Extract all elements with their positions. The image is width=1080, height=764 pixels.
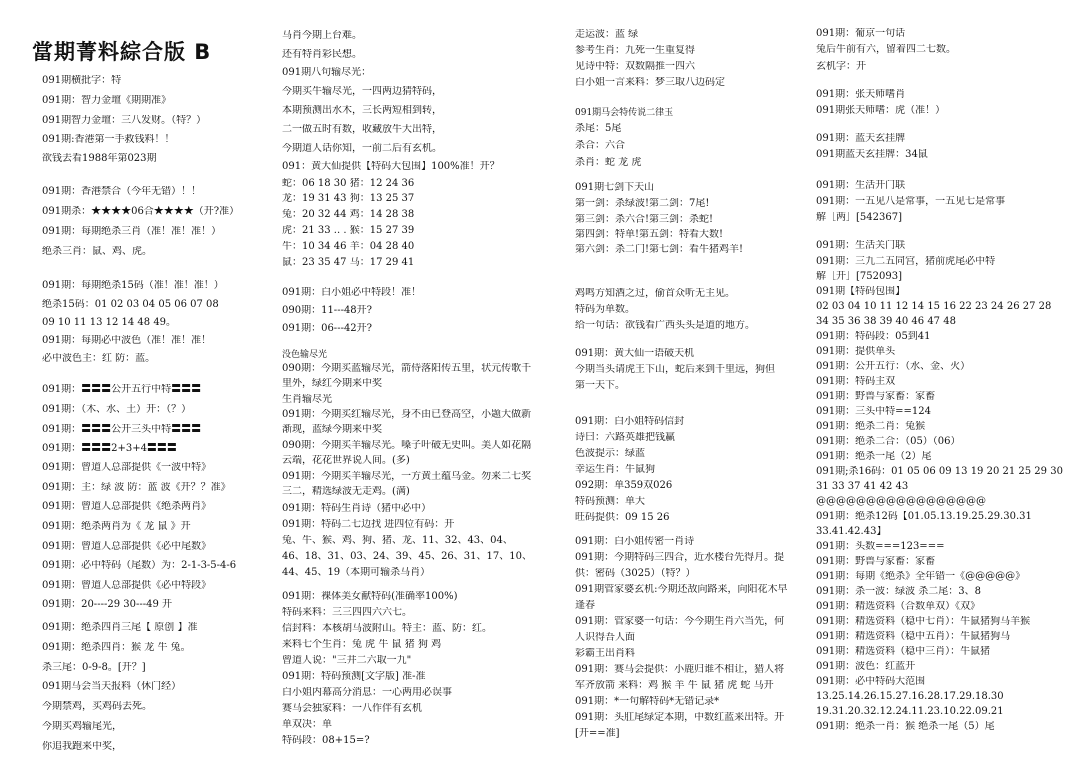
text-line: 091期：管家婆一句话：今今期生肖六当先，何 bbox=[575, 616, 785, 627]
text-line: 31 33 37 41 42 43 bbox=[816, 481, 909, 492]
text-line: 091期：白小姐传密一肖诗 bbox=[575, 536, 695, 547]
text-line: 091期：必中特码（尾数）为：2-1-3-5-4-6 bbox=[42, 560, 237, 571]
text-line: 参考生肖：九死一生重复得 bbox=[575, 45, 695, 56]
text-line: 091期：白小姐必中特段！准！ bbox=[282, 287, 422, 298]
text-line: 02 03 04 10 11 12 14 15 16 22 23 24 26 27 28 bbox=[816, 301, 1052, 312]
page-title: 當期菁料綜合版 B bbox=[32, 40, 212, 64]
text-line: 091期：06---42开? bbox=[282, 323, 373, 334]
text-line: 091期马会当天报料（休门经） bbox=[42, 681, 182, 692]
text-line: 091期：张天师嗜肖 bbox=[816, 89, 906, 100]
text-line: 091期：绝杀二合：（05）（06） bbox=[816, 436, 961, 447]
text-line: 幸运生肖：牛鼠狗 bbox=[575, 464, 655, 475]
text-line: 本期预测出水木，三长两短相到转， bbox=[282, 105, 442, 116]
text-line: 兔、牛、猴、鸡、狗、猪、龙、11、32、43、04、 bbox=[282, 535, 513, 546]
text-line: [开==准] bbox=[575, 728, 620, 739]
text-line: 给一句话：欲钱看广西头头是道的地方。 bbox=[575, 320, 755, 331]
text-line: 092期：单359双026 bbox=[575, 480, 673, 491]
text-line: 特码段：08+15=? bbox=[282, 735, 370, 746]
text-line: 绝杀15码：01 02 03 04 05 06 07 08 bbox=[42, 299, 219, 310]
text-line: 091期：公开五行：（水、金、火） bbox=[816, 361, 971, 372]
text-line: 091期：头数===123=== bbox=[816, 541, 945, 552]
text-line: 解［两］[542367] bbox=[816, 212, 902, 223]
text-line: 091期：〓〓〓公开三头中特〓〓〓 bbox=[42, 424, 202, 435]
text-line: 091期：特码二七边找 进四位有码：开 bbox=[282, 519, 455, 530]
text-line: 没色输尽光 bbox=[282, 350, 328, 360]
text-line: 091期：曾道人总部提供《必中尾数》 bbox=[42, 541, 212, 552]
text-line: 信封料：本核胡马波附山。特主：蓝、防：红。 bbox=[282, 623, 492, 634]
text-line: 091期：20----29 30---49 开 bbox=[42, 599, 172, 610]
text-line: 090期：今期买羊输尽光。嗓子叶破无史叫。美人如花隔 bbox=[282, 440, 532, 451]
text-line: 19.31.20.32.12.24.11.23.10.22.09.21 bbox=[816, 706, 1004, 717]
text-line: 091期：每期必中波色（准！准！准！ bbox=[42, 335, 212, 346]
text-line: 二一做五时有数，收藏放牛大出特， bbox=[282, 124, 442, 135]
text-line: 彩霸王出肖料 bbox=[575, 648, 635, 659]
text-line: 色波提示：绿蓝 bbox=[575, 448, 645, 459]
text-line: 今期买牛输尽光，一四两边猜特码， bbox=[282, 86, 442, 97]
text-line: 牛：10 34 46 羊：04 28 40 bbox=[282, 241, 415, 252]
text-line: 091期：波色：红蓝开 bbox=[816, 661, 916, 672]
text-line: 赛马会独家料：一八作伴有玄机 bbox=[282, 703, 422, 714]
text-line: 蛇：06 18 30 猪：12 24 36 bbox=[282, 178, 415, 189]
text-line: 091期七剑下天山 bbox=[575, 182, 655, 193]
text-line: 见诗中特：双数隔推一四六 bbox=[575, 61, 695, 72]
text-line: 091期：特码预测[文字版] 准-准 bbox=[282, 671, 426, 682]
text-line: 091期:香港第一手救钱料！！ bbox=[42, 134, 175, 145]
text-line: 091期：每期绝杀15码（准！准！准！） bbox=[42, 280, 224, 291]
text-line: 091期：必中特码大范围 bbox=[816, 676, 926, 687]
text-line: 逢春 bbox=[575, 600, 595, 611]
text-line: 杀合：六合 bbox=[575, 140, 625, 151]
text-line: 白小姐一言来料：梦三取八边码定 bbox=[575, 77, 725, 88]
text-line: 曾道人说："三井二六取一九" bbox=[282, 655, 412, 666]
text-line: 091期：精选资料（稳中七肖）：牛鼠猪狗马羊猴 bbox=[816, 616, 1031, 627]
text-line: 091期：〓〓〓2+3+4〓〓〓 bbox=[42, 443, 177, 454]
text-line: 三二，精选绿波无走鸡。(满) bbox=[282, 486, 410, 497]
text-line: 091期杀：★★★★06合★★★★（开?准） bbox=[42, 206, 240, 217]
text-line: 091期：*一句解特码*无错记录* bbox=[575, 696, 720, 707]
text-line: 今期买鸡输尾光， bbox=[42, 721, 122, 732]
text-line: 091期：（木、水、土）开：（？） bbox=[42, 404, 192, 415]
text-line: 091期横批字：特 bbox=[42, 75, 122, 86]
text-line: 杀三尾：0-9-8。[开？] bbox=[42, 662, 146, 673]
text-line: 091期管家婆玄机:今期还敌向路来，向阳花木早 bbox=[575, 584, 788, 595]
text-line: 091期：每期绝杀三肖（准！准！准！） bbox=[42, 226, 222, 237]
text-line: 白小姐内幕高分消息：一心两用必误事 bbox=[282, 687, 452, 698]
text-line: 必中波色主：红 防：蓝。 bbox=[42, 353, 156, 364]
text-line: 杀尾：5尾 bbox=[575, 123, 622, 134]
text-line: 生肖输尽光 bbox=[282, 394, 332, 405]
text-line: 091期【特码包围】 bbox=[816, 286, 906, 297]
text-line: 091期：头肛尾绿定本期，中数红蓝来出特。开 bbox=[575, 712, 785, 723]
text-line: 091期：香港禁合（今年无错）！！ bbox=[42, 186, 202, 197]
text-line: 兔后牛前有六，留着四二七数。 bbox=[816, 44, 956, 55]
text-line: 供：密码（3025）（特？） bbox=[575, 568, 696, 579]
text-line: 特码预测：单大 bbox=[575, 496, 645, 507]
text-line: @@@@@@@@@@@@@@@@@ bbox=[816, 496, 986, 507]
text-line: 091期：今期买羊输尽光，一方黄土蕴乌金。勿来二七奖 bbox=[282, 471, 532, 482]
text-line: 091期：特码主双 bbox=[816, 376, 896, 387]
text-line: 091：黄大仙提供【特码大包围】100%准！开？ bbox=[282, 161, 500, 172]
text-line: 鸡鸣方知酒之过，偷首众听无主见。 bbox=[575, 288, 735, 299]
text-line: 今期当头请虎王下山，蛇后来到千里远，狗但 bbox=[575, 364, 775, 375]
text-line: 091期：主：绿 波 防：蓝 波《开？？准》 bbox=[42, 482, 231, 493]
text-line: 090期：11---48开? bbox=[282, 305, 373, 316]
text-line: 兔：20 32 44 鸡：14 28 38 bbox=[282, 209, 415, 220]
text-line: 军齐放箭 来料：鸡 猴 羊 牛 鼠 猪 虎 蛇 马开 bbox=[575, 680, 774, 691]
text-line: 091期：裸体美女献特码(准确率100%) bbox=[282, 591, 458, 602]
text-line: 鼠：23 35 47 马：17 29 41 bbox=[282, 257, 415, 268]
text-line: 绝杀三肖：鼠、鸡、虎。 bbox=[42, 246, 152, 257]
text-line: 34 35 36 38 39 40 46 47 48 bbox=[816, 316, 956, 327]
text-line: 091期马会特传说二律玉 bbox=[575, 108, 674, 118]
text-line: 091期：绝杀两肖为《 龙 鼠 》开 bbox=[42, 521, 191, 532]
text-line: 091期：绝杀一肖：猴 绝杀一尾（5）尾 bbox=[816, 721, 995, 732]
text-line: 走运波：蓝 绿 bbox=[575, 29, 639, 40]
text-line: 特码来料：三三四四六六七。 bbox=[282, 607, 412, 618]
text-line: 091期：黄大仙一语破天机 bbox=[575, 348, 695, 359]
text-line: 091期：三九二五同宫，猪前虎尾必中特 bbox=[816, 256, 996, 267]
text-line: 特码为单数。 bbox=[575, 304, 635, 315]
text-line: 今期禁鸡，买鸡码去死。 bbox=[42, 701, 152, 712]
text-line: 09 10 11 13 12 14 48 49。 bbox=[42, 317, 177, 328]
text-line: 欲钱去看1988年第023期 bbox=[42, 153, 157, 164]
text-line: 091期：每期《绝杀》全年错一《@@@@@》 bbox=[816, 571, 1026, 582]
text-line: 33.41.42.43】 bbox=[816, 526, 887, 537]
text-line: 091期：三头中特==124 bbox=[816, 406, 931, 417]
text-line: 091期：曾道人总部提供《一波中特》 bbox=[42, 462, 212, 473]
text-line: 091期：智力金壇《期期准》 bbox=[42, 95, 172, 106]
text-line: 玄机字：开 bbox=[816, 61, 866, 72]
text-line: 091期：曾道人总部提供《必中特段》 bbox=[42, 580, 212, 591]
text-line: 龙：19 31 43 狗：13 25 37 bbox=[282, 193, 415, 204]
text-line: 091期：今期买红输尽光，身不由已登高空，小题大做新 bbox=[282, 409, 532, 420]
text-line: 虎：21 33 .. . 猴：15 27 39 bbox=[282, 225, 415, 236]
text-line: 46、18、31、03、24、39、45、26、31、17、10、 bbox=[282, 551, 532, 562]
text-line: 091期：白小姐特码信封 bbox=[575, 416, 685, 427]
text-line: 人识得吾人面 bbox=[575, 632, 635, 643]
text-line: 091期;杀16码：01 05 06 09 13 19 20 21 25 29 30 bbox=[816, 466, 1063, 477]
text-line: 091期：绝杀12码【01.05.13.19.25.29.30.31 bbox=[816, 511, 1032, 522]
text-line: 090期：今期买蓝输尽光，箭侍落阳传五里，状元传歌千 bbox=[282, 363, 532, 374]
text-line: 091期：精选资料（稳中五肖）：牛鼠猪狗马 bbox=[816, 631, 1011, 642]
text-line: 091期八句输尽光： bbox=[282, 67, 372, 78]
text-line: 第一天下。 bbox=[575, 380, 625, 391]
text-line: 091期：野兽与家畜：家畜 bbox=[816, 391, 936, 402]
text-line: 091期：一五见八是常事，一五见七是常事 bbox=[816, 196, 1006, 207]
text-line: 091期：赛马会提供：小鹿归谁不相让，猎人将 bbox=[575, 664, 785, 675]
text-line: 091期：绝杀四肖三尾【 原创 】准 bbox=[42, 622, 198, 633]
text-line: 杀肖：蛇 龙 虎 bbox=[575, 157, 642, 168]
text-line: 091期：精选资料（合数单双）《双》 bbox=[816, 601, 981, 612]
text-line: 091期：杀一波：绿波 杀二尾：3、8 bbox=[816, 586, 981, 597]
text-line: 渐现，蓝绿今期来中奖 bbox=[282, 424, 382, 435]
text-line: 今期道人话你知，一前二后有玄机。 bbox=[282, 143, 442, 154]
text-line: 旺码提供：09 15 26 bbox=[575, 512, 670, 523]
text-line: 091期：生活开门联 bbox=[816, 180, 906, 191]
text-line: 091期：提供单头 bbox=[816, 346, 896, 357]
text-line: 44、45、19（本期可输杀马肖） bbox=[282, 567, 431, 578]
text-line: 091期：蓝天玄挂牌 bbox=[816, 133, 906, 144]
text-line: 091期：生活关门联 bbox=[816, 240, 906, 251]
text-line: 091期：野兽与家畜：家畜 bbox=[816, 556, 936, 567]
text-line: 你追我跑来中奖， bbox=[42, 741, 122, 752]
text-line: 091期：特码生肖诗（猪中必中） bbox=[282, 503, 432, 514]
text-line: 091期：特码段：05到41 bbox=[816, 331, 931, 342]
text-line: 13.25.14.26.15.27.16.28.17.29.18.30 bbox=[816, 691, 1004, 702]
text-line: 马肖今期上台难。 bbox=[282, 30, 362, 41]
text-line: 091期：曾道人总部提供《绝杀两肖》 bbox=[42, 501, 212, 512]
text-line: 091期：〓〓〓公开五行中特〓〓〓 bbox=[42, 384, 202, 395]
text-line: 解［开］[752093] bbox=[816, 271, 902, 282]
text-line: 091期：绝杀一尾（2）尾 bbox=[816, 451, 932, 462]
text-line: 第三剑：杀六合!第三剑：杀蛇! bbox=[575, 214, 714, 225]
text-line: 091期：绝杀四肖：猴 龙 牛 兔。 bbox=[42, 642, 191, 653]
text-line: 091期：精选资料（稳中三肖）：牛鼠猪 bbox=[816, 646, 991, 657]
text-line: 第六剑：杀二门!第七剑：看牛猪鸡羊! bbox=[575, 244, 744, 255]
text-line: 还有特肖彩民想。 bbox=[282, 49, 362, 60]
text-line: 第一剑：杀绿波!第二剑：7尾! bbox=[575, 198, 710, 209]
text-line: 091期智力金壇：三八发财。（特？） bbox=[42, 115, 207, 126]
text-line: 云端，花花世界说人间。(多) bbox=[282, 455, 410, 466]
text-line: 诗曰：六路英雄把钱赢 bbox=[575, 432, 675, 443]
text-line: 091期：葡京一句话 bbox=[816, 28, 906, 39]
text-line: 091期张天师嗜：虎（准！） bbox=[816, 105, 946, 116]
text-line: 第四剑：特单!第五剑：特看大数! bbox=[575, 229, 724, 240]
text-line: 091期：绝杀二肖：兔猴 bbox=[816, 421, 926, 432]
text-line: 单双决：单 bbox=[282, 719, 332, 730]
text-line: 091期：今期特码三四合，近水楼台先得月。提 bbox=[575, 552, 785, 563]
text-line: 091期蓝天玄挂牌：34鼠 bbox=[816, 149, 928, 160]
text-line: 来料七个生肖：兔 虎 牛 鼠 猪 狗 鸡 bbox=[282, 639, 442, 650]
text-line: 里外，绿红今期来中奖 bbox=[282, 378, 382, 389]
